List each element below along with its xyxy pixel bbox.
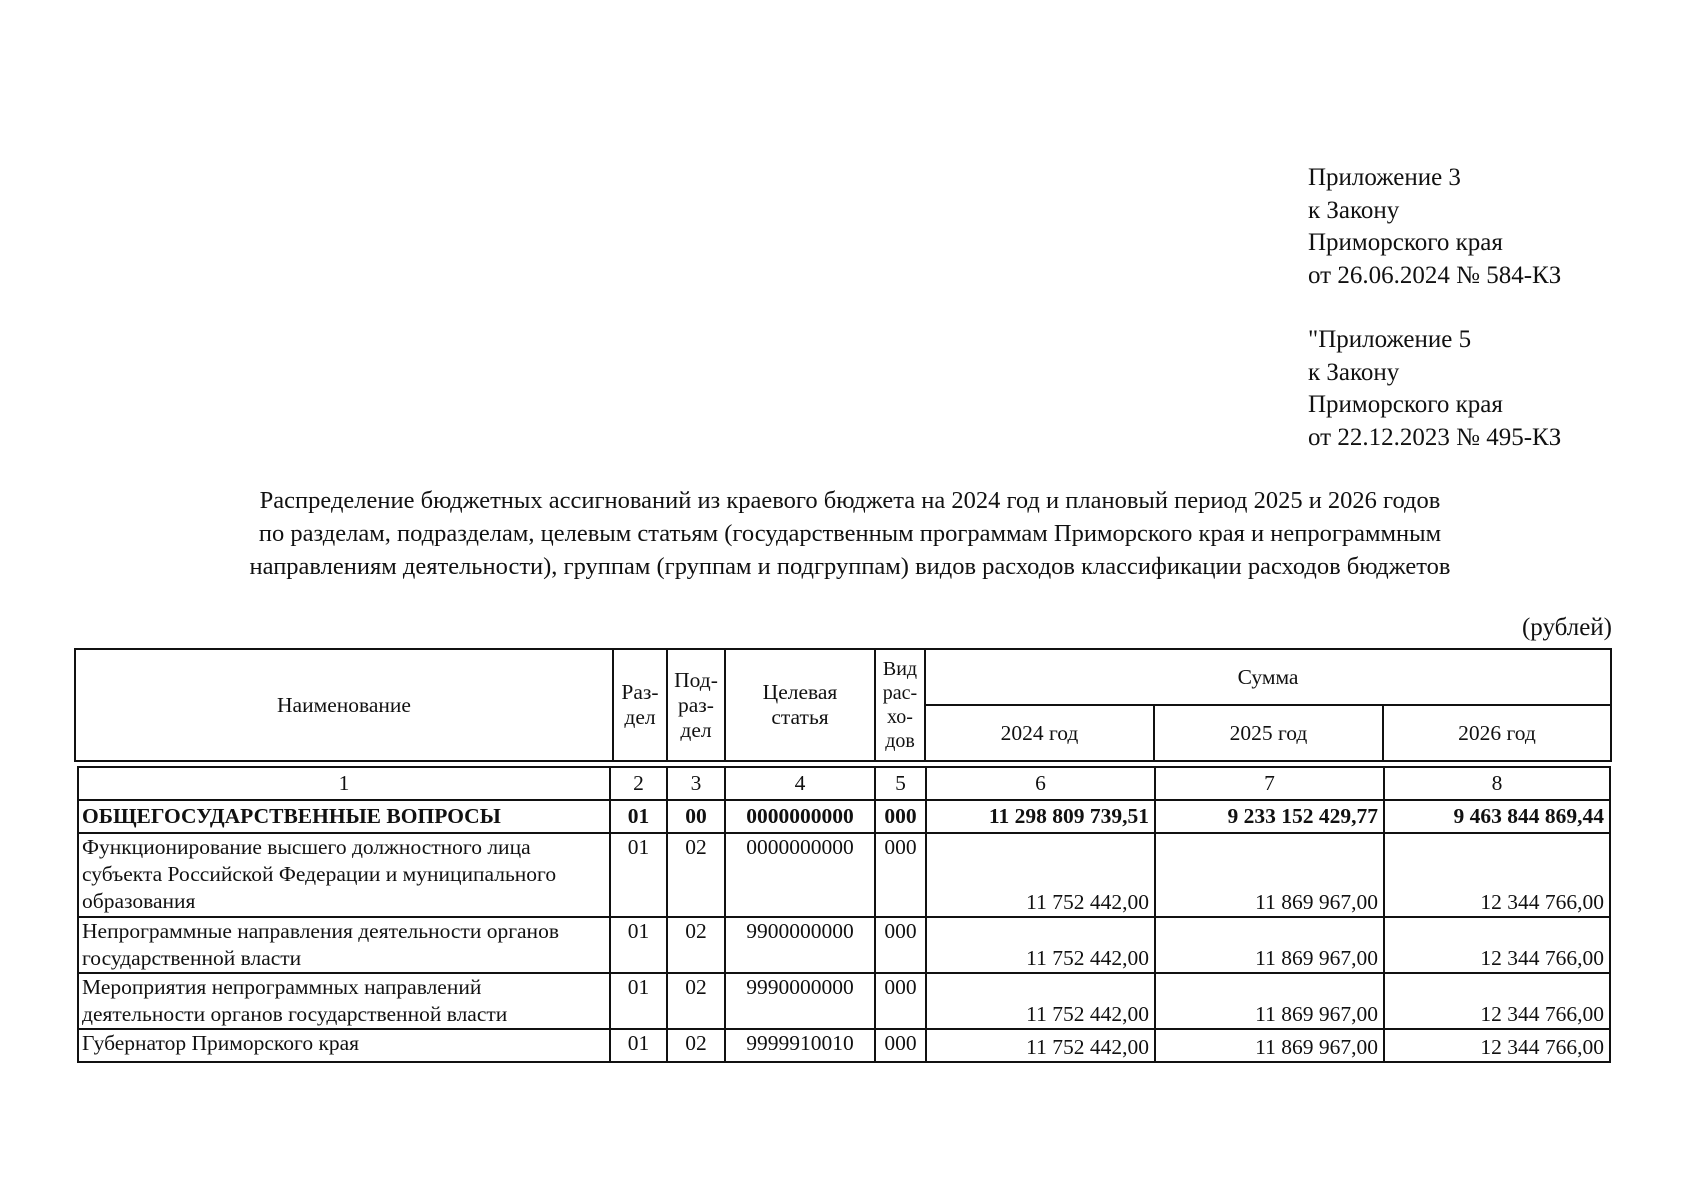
annex-line: к Закону [1308, 358, 1400, 386]
column-number: 7 [1155, 767, 1384, 800]
annex-line: Приморского края [1308, 391, 1503, 418]
table-row [78, 973, 1610, 1029]
annex-amended-reference [1308, 324, 1561, 454]
document-title [60, 484, 1640, 583]
row-name: Непрограммные направления деятельности органов государственной власти [78, 917, 610, 973]
table-row [78, 917, 1610, 973]
row-target: 0000000000 [725, 800, 875, 833]
column-number: 2 [610, 767, 667, 800]
row-sum-2024: 11 752 442,00 [926, 1029, 1155, 1062]
header-subsection: Под- раз- дел [667, 649, 725, 761]
row-target: 0000000000 [725, 833, 875, 917]
row-expense-type: 000 [875, 800, 926, 833]
header-year-2024: 2024 год [925, 705, 1154, 761]
row-target: 9990000000 [725, 973, 875, 1029]
row-section: 01 [610, 800, 667, 833]
column-number: 8 [1384, 767, 1610, 800]
row-name: Губернатор Приморского края [78, 1029, 610, 1062]
row-subsection: 02 [667, 1029, 725, 1062]
annex-line: от 26.06.2024 № 584-КЗ [1308, 261, 1562, 289]
table-row [78, 1029, 1610, 1062]
row-expense-type: 000 [875, 1029, 926, 1062]
column-number: 3 [667, 767, 725, 800]
row-sum-2025: 11 869 967,00 [1155, 917, 1384, 973]
row-section: 01 [610, 1029, 667, 1062]
row-sum-2025: 9 233 152 429,77 [1155, 800, 1384, 833]
header-target-article: Целевая статья [725, 649, 875, 761]
row-expense-type: 000 [875, 973, 926, 1029]
column-number: 6 [926, 767, 1155, 800]
row-target: 9999910010 [725, 1029, 875, 1062]
row-sum-2024: 11 752 442,00 [926, 973, 1155, 1029]
column-number: 4 [725, 767, 875, 800]
annex-current-reference [1308, 162, 1561, 292]
row-sum-2026: 12 344 766,00 [1384, 833, 1610, 917]
row-sum-2024: 11 752 442,00 [926, 917, 1155, 973]
column-number-row [78, 767, 1610, 800]
row-sum-2025: 11 869 967,00 [1155, 833, 1384, 917]
row-name: ОБЩЕГОСУДАРСТВЕННЫЕ ВОПРОСЫ [78, 800, 610, 833]
annex-line: Приморского края [1308, 229, 1503, 256]
header-sum: Сумма [925, 649, 1611, 705]
row-name: Мероприятия непрограммных направлений деятельности органов государственной власти [78, 973, 610, 1029]
row-expense-type: 000 [875, 917, 926, 973]
annex-line: к Закону [1308, 196, 1400, 224]
row-sum-2025: 11 869 967,00 [1155, 973, 1384, 1029]
header-section: Раз- дел [613, 649, 667, 761]
row-subsection: 02 [667, 973, 725, 1029]
annex-line: от 22.12.2023 № 495-КЗ [1308, 423, 1562, 451]
row-section: 01 [610, 973, 667, 1029]
row-sum-2026: 12 344 766,00 [1384, 973, 1610, 1029]
row-sum-2025: 11 869 967,00 [1155, 1029, 1384, 1062]
row-name: Функционирование высшего должностного лица субъекта Российской Федерации и муниципального образования [78, 833, 610, 917]
table-row [78, 833, 1610, 917]
row-subsection: 02 [667, 833, 725, 917]
row-sum-2026: 12 344 766,00 [1384, 917, 1610, 973]
row-target: 9900000000 [725, 917, 875, 973]
annex-line: Приложение 3 [1308, 164, 1461, 191]
title-line: Распределение бюджетных ассигнований из краевого бюджета на 2024 год и плановый период 2025 и 2026 годов [259, 487, 1441, 514]
row-expense-type: 000 [875, 833, 926, 917]
units-label: (рублей) [1521, 614, 1612, 641]
title-line: по разделам, подразделам, целевым статьям (государственным программам Приморского края и непрограммным [258, 520, 1442, 547]
column-number: 1 [78, 767, 610, 800]
row-section: 01 [610, 833, 667, 917]
budget-table [77, 766, 1611, 1063]
row-section: 01 [610, 917, 667, 973]
header-year-2025: 2025 год [1154, 705, 1383, 761]
row-subsection: 00 [667, 800, 725, 833]
table-header [74, 648, 1612, 762]
row-subsection: 02 [667, 917, 725, 973]
title-line: направлениям деятельности), группам (группам и подгруппам) видов расходов классификации расходов бюджетов [249, 553, 1451, 580]
table-row [78, 800, 1610, 833]
row-sum-2026: 12 344 766,00 [1384, 1029, 1610, 1062]
row-sum-2026: 9 463 844 869,44 [1384, 800, 1610, 833]
annex-line: "Приложение 5 [1308, 326, 1472, 353]
row-sum-2024: 11 298 809 739,51 [926, 800, 1155, 833]
column-number: 5 [875, 767, 926, 800]
header-expense-type: Вид рас- хо- дов [875, 649, 925, 761]
header-name: Наименование [75, 649, 613, 761]
header-year-2026: 2026 год [1383, 705, 1611, 761]
row-sum-2024: 11 752 442,00 [926, 833, 1155, 917]
